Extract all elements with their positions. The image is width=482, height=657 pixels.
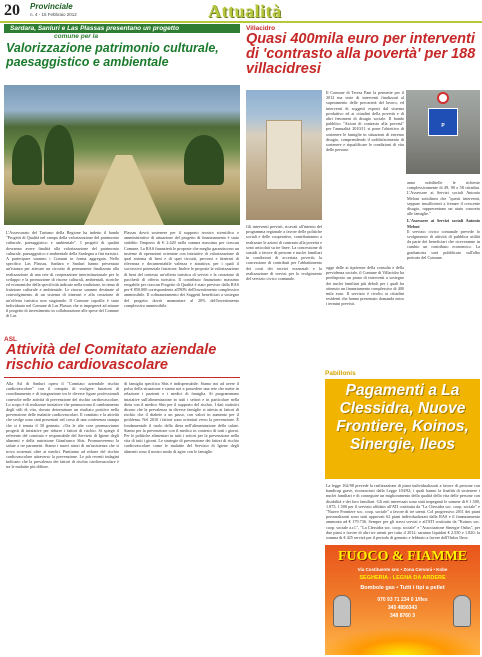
ad-line-2: SEGHERIA - LEGNA DA ARDERE bbox=[359, 575, 446, 581]
page-number: 20 bbox=[4, 2, 20, 19]
article3-column-5: Il servizio civico comunale prevede lo svolgimento di attività di pubblica utilità da parte dei beneficiari che riceveranno in cambio un contributo economico. La graduatoria sarà pubblicata sull'albo pretorio del Comune. bbox=[407, 228, 480, 260]
article4-body: La legge 162/98 prevede la realizzazione di piani individualizzati a favore di persone con handicap grave, riconosciuti dalla Legge 104/92; i quali hanno la finalità di sostenere i nuclei familiari e di conseguire un miglioramento della qualità della vita delle persone con disabilità e dei loro familiari. Gli enti interessati sono stati impegnati le somme di € 1.500, 1.875, 1.500 per il servizio affidato all'ATI costituita da "La Clessidra soc. coop. sociale" e "Nuove Frontiere soc. coop. sociale" a favore di tre utenti. Col progressivo 2011 dei piani personalizzati sono stati approvati 62 piani individualizzati dalla RAS e il finanziamento ammonta ad € 179.736. Sempre per gli stessi servizi e all'ATI costituita da "Koinos soc. coop. sociale a.r.l.", "La Clessidra soc. coop. sociale" e "Associazione Sinergie Onlus", per due piani a favore di altri tre utenti per tutto il 2012, saranno liquidati € 2.550 e 1.820; la somma di € 425 servirà per il periodo di gennaio e febbraio a favore dell'Onlus Ileos. bbox=[326, 483, 480, 541]
article2-headline: Attività del Comitato aziendale rischio cardiovascolare bbox=[6, 342, 217, 373]
publication-brand: Provinciale bbox=[30, 2, 73, 11]
page-header bbox=[0, 0, 482, 22]
ad-phone-2: 345 4856343 bbox=[387, 605, 418, 611]
article3-column-4: anno nobilitelle le richieste complessivamente di 49, 90 e 58 cittadini. L'Assessore ai Servizi sociali Antonio Meloni sottolinea che "questi interventi, seppure insufficienti a frenare il crescente disagio, rappresentano un aiuto concreto alle famiglie." bbox=[407, 180, 480, 217]
article3-column-1: Il Comune di Teresa Pani la permette per il 2012 ma serie di interventi finalizzati al superamento delle precarietà del lavoro, ed interventi di soggetti esposti dal sistema produttivo ed ai cittadini della povertà e di altri fenomeni di disagio sociale. Il bando pubblico "Azioni di contrasto alla povertà" per l'annualità 2010/11 si pone l'obiettivo di sostenere le famiglie in situazioni di estremo disagio, comprendendo il soddisfacimento di sostenere e riqualificare le condizioni di vita delle persone. bbox=[326, 90, 404, 153]
article3-photo-sign: P bbox=[406, 90, 480, 174]
article3-headline: Quasi 400mila euro per interventi di 'contrasto alla povertà' per 188 villacidresi bbox=[246, 31, 476, 77]
ad-phone-3: 348 8760 3 bbox=[389, 613, 416, 619]
header-rule bbox=[0, 21, 482, 23]
ad-address: Via Costituente snc • Zona Cervoni • Kobe bbox=[357, 567, 448, 572]
article4-kicker: Pabillonis bbox=[325, 370, 356, 377]
gas-cylinder-icon bbox=[333, 595, 351, 627]
article1-kicker: Sardara, Sanluri e Las Plassas presentano un progetto bbox=[4, 24, 240, 33]
article1-column-2: Plassas dovrà sostenere per il supporto tecnico scientifico e amministrativo di attuazione del progetto di finanziamento è stato stabilito l'importo di € 2.420 nella somma massima per ciascun Comune. La RAS finanzierà le proposte che meglio garantiscono un insieme di operazioni orientate con iniziative di valorizzazione di qual sistema di beni e di quei circuiti, percorsi e itinerari di rilevanza e documentabile valenza e attrattiva, per i quali il successivo potenziale fruizione. Inoltre le proposte la valorizzazione di beni del contesto un'offerta turistica di servizi e la creazione di pacchetti di offerta turistica. Il contributo finanziario massimo erogabile per ciascun Progetto di Qualità è stato previsto dalla RAS per € 850.000 corrispondente all'80% dell'investimento complessivo ammissibile. Il cofinanziamento dei Soggetti beneficiari a sostegno del progetto dovrà ammontare al 20% dell'investimento complessivo ammissibile. bbox=[124, 230, 239, 308]
ad-phone-1: 070 93 71 234 0 1/flex bbox=[377, 597, 428, 603]
article3-box-heading: L'Assessore ai Servizi sociali Antonio Meloni bbox=[407, 218, 480, 229]
article4-headline: Pagamenti a La Clessidra, Nuove Frontiere, Koinos, Sinergie, Ileos bbox=[325, 379, 480, 479]
section-title: Attualità bbox=[208, 1, 282, 21]
ad-title: FUOCO & FIAMME bbox=[337, 549, 468, 564]
advertisement[interactable] bbox=[325, 545, 480, 655]
article3-kicker: Villacidro bbox=[246, 25, 276, 32]
article3-sidebar bbox=[407, 180, 480, 365]
article2-rule bbox=[4, 377, 240, 378]
article1-column-1: L'Assessorato del Turismo della Regione ha indetto il bando "Progetti di Qualità nel campo della valorizzazione del patrimonio culturale, paesaggistico e ambientale". I progetti di qualità dovranno avere finalità alla valorizzazione del patrimonio culturale, paesaggistico e ambientale della Sardegna a fini turistici. A partecipare saranno i Comuni in forma aggregata. Nello specifico Las Plassas, Sardara e Sanluri hanno presentato un'istanza per attivare un circuito di permanente finalizzato alla realizzazione di una rete di cooperazione interistituzionale per lo sviluppo e la promozione di risorse culturali, ambientali, storiche ed economiche della specificità indicate nella tradizione, in tema di fruizione culturale e ambientale. Le risorse saranno destinate al coinvolgimento di un sistema di itinerari e alla creazione di un'offerta turistica non stagionale. Il Comune capofila è stato individuato nel Comune di Las Plassas che si impegnerà ad attuare il progetto di investimento in collaborazione alle spese del Comune di Las bbox=[6, 230, 119, 319]
article2-column-1: Alla Asl di Sanluri opera il "Comitato aziendale rischio cardiovascolare" con il compito di svolgere funzioni di coordinamento e di integrazione tra le diverse figure professionali coinvolte nelle attività di prevenzione del rischio cardiovascolare. Lo scopo è di realizzare iniziative che promuovono il cambiamento degli stili di vita, dovuto determinare un risultato positivo nella prevenzione delle malattie cardiovascolari. Il comitato e la attività che svolge sono stati presentati nel corso di una conferenza stampa che si è tenuta il 30 gennaio. «Tra le alte cose promuoviamo progetti di iniziative per ridurre i fattori di rischio. Si spiegò il referente del comitato e responsabile del Servizio di Igiene degli alimenti e della nutrizione Gianfranco Sbis. Promuoveremo la salute a tre parametri. Siamo i nuovi attori di un'assistenza che si trova sostenuti oltre ai medici. Puntiamo ad ridurre del rischio cardiovascolare attraverso la prevenzione. Le più recenti indagini indicano che la prevalenza dei fattori di rischio cardiovascolare è tra le malattie più diffuse. bbox=[6, 381, 119, 470]
article1-photo bbox=[4, 85, 240, 225]
article1-kicker-continued: comune per la bbox=[54, 33, 99, 40]
article1-headline: Valorizzazione patrimonio culturale, paesaggistico e ambientale bbox=[6, 41, 219, 69]
article3-column-3: ogge delle ai tiprirente della consulta e della previdenza sociale, il Comune di Villacidro ha predisposto un piano di interventi a sostegno dei nuclei familiari più deboli per i quali ha ottenuto un finanziamento complessivo di 400 mila euro. Il servizio è rivolto ai cittadini residenti che hanno presentato domanda entro i termini previsti. bbox=[326, 265, 404, 307]
fire-icon bbox=[325, 629, 480, 655]
article2-kicker: ASL bbox=[4, 336, 17, 343]
gas-cylinder-icon bbox=[453, 595, 471, 627]
issue-date: n. 4 - 15 Febbraio 2012 bbox=[30, 12, 77, 17]
ad-line-3: Bombole gas • Tutti i tipi a pellet bbox=[360, 585, 445, 591]
article2-column-2: di famiglia specifica Sbis è indispensabile. Siamo noi ad avere il polso della situazione e siamo noi a possedere una rete che mette in relazione i pazienti e i medici di famiglia. Si programmano iniziative sull'alimentazione in tutti i settori e in particolare nella dieta con il medico Sbis per il supporto del rischio. I dati statistici dicono che la prevalenza in diverse famiglie si attesta ai fattori di rischio che il diabete a un passo, con valori in aumento per il problema. Nel 2010 i fattori sono orientati verso la prevenzione. È fondamentale il ruolo della dieta nell'alimentazione della salute. Siamo per la prevenzione con il medico in contesto di tutti i giorni. Per le politiche alimentari in tutti i settori per la prevenzione nella vita di tutti i giorni. Le strategie di prevenzione dei fattori di rischio cardiovascolare come le malattie del Servizio di Igiene degli alimenti sono il nostro modo di agire con le famiglie. bbox=[124, 381, 239, 454]
article3-column-2: Gli interventi previsti, ricavati all'interno del programma regionale a favore delle politiche sociali e delle cooperative, contribuiranno a realizzare le azioni di contrasto alla povertà e sono articolati su tre linee. La concessione di sussidi a favore di persone e nuclei familiari in condizioni di accertata povertà; la concessione di contributi per l'abbattimento dei costi dei servizi essenziali e la realizzazione di servizi per lo svolgimento del servizio civico comunale. bbox=[246, 224, 322, 282]
article3-photo-building bbox=[246, 90, 322, 220]
